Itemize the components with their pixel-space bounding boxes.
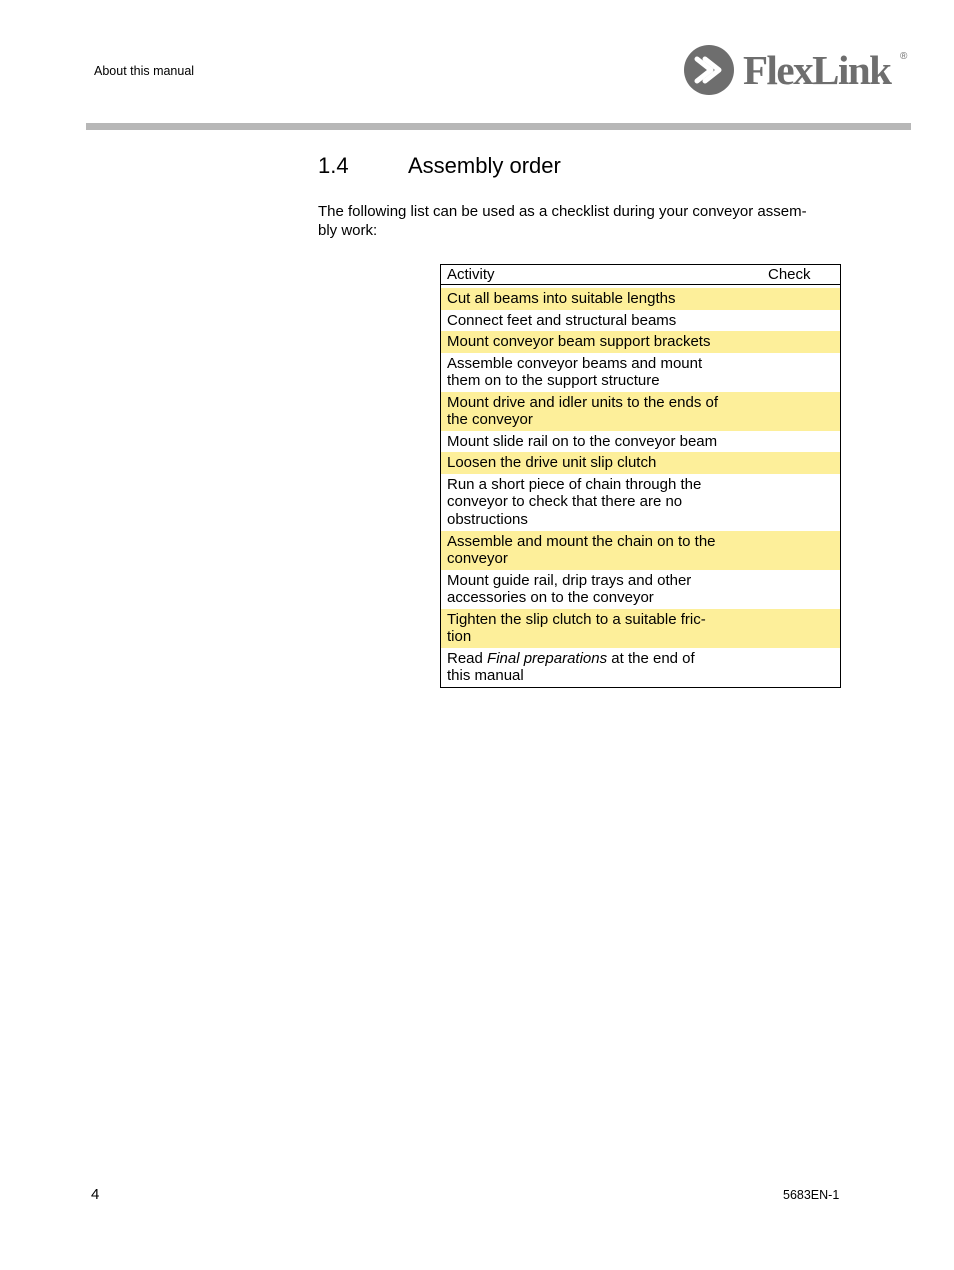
activity-text — [447, 650, 734, 668]
activity-cell — [441, 611, 740, 646]
table-header-row — [441, 265, 840, 285]
document-code: 5683EN-1 — [783, 1188, 840, 1202]
section-number: 1.4 — [318, 153, 349, 178]
intro-line: bly work: — [318, 222, 378, 239]
column-header-check: Check — [768, 266, 811, 283]
activity-text: Mount conveyor beam support brackets — [447, 333, 711, 350]
section-title: Assembly order — [408, 153, 561, 178]
activity-text: accessories on to the conveyor — [447, 589, 654, 606]
intro-paragraph — [318, 202, 846, 240]
registered-mark: ® — [900, 51, 908, 62]
activity-text-tail: at the end of — [607, 649, 695, 667]
activity-cell — [441, 312, 740, 330]
activity-text: Mount slide rail on to the conveyor beam — [447, 432, 718, 450]
flexlink-logo-icon — [683, 44, 735, 96]
column-header-activity: Activity — [447, 266, 495, 283]
activity-text: Run a short piece of chain through the — [447, 475, 702, 493]
table-row — [441, 474, 840, 531]
activity-text: Assemble conveyor beams and mount — [447, 354, 703, 372]
table-row — [441, 648, 840, 687]
activity-text: Assemble and mount the chain on to the — [447, 532, 716, 550]
table-row — [441, 431, 840, 453]
table-row — [441, 392, 840, 431]
activity-cell — [441, 290, 740, 308]
flexlink-logo — [683, 42, 913, 98]
activity-text: them on to the support structure — [447, 372, 660, 389]
table-row — [441, 531, 840, 570]
activity-cell — [441, 355, 740, 390]
manual-reference: Final preparations — [487, 649, 608, 667]
activity-text: the conveyor — [447, 411, 533, 428]
activity-text: Loosen the drive unit slip clutch — [447, 454, 657, 471]
activity-text-read: Read — [447, 649, 488, 667]
table-row — [441, 353, 840, 392]
activity-cell — [441, 476, 740, 529]
activity-text: this manual — [447, 667, 524, 684]
activity-text: tion — [447, 628, 472, 645]
table-row — [441, 331, 840, 353]
activity-text: conveyor — [447, 550, 508, 567]
activity-text: conveyor to check that there are no — [447, 493, 683, 511]
activity-text: Mount guide rail, drip trays and other — [447, 571, 692, 589]
table-row — [441, 609, 840, 648]
assembly-checklist-table — [440, 264, 841, 688]
activity-text: obstructions — [447, 510, 528, 528]
page-number: 4 — [91, 1186, 100, 1203]
activity-cell — [441, 454, 740, 472]
activity-cell — [441, 533, 740, 568]
intro-line: The following list can be used as a checklist during your conveyor assem- — [318, 203, 807, 220]
header-divider — [86, 123, 911, 130]
activity-cell — [441, 333, 740, 351]
table-row — [441, 310, 840, 332]
activity-cell — [441, 650, 740, 685]
activity-text: Cut all beams into suitable lengths — [447, 290, 676, 307]
activity-cell — [441, 394, 740, 429]
activity-cell — [441, 433, 740, 451]
activity-text: Tighten the slip clutch to a suitable fric- — [447, 610, 706, 628]
activity-cell — [441, 572, 740, 607]
activity-text: Connect feet and structural beams — [447, 311, 677, 329]
table-row — [441, 288, 840, 310]
table-row — [441, 452, 840, 474]
header-section-label: About this manual — [94, 64, 195, 78]
table-row — [441, 570, 840, 609]
logo-wordmark: FlexLink — [743, 47, 891, 93]
activity-text: Mount drive and idler units to the ends of — [447, 393, 718, 411]
